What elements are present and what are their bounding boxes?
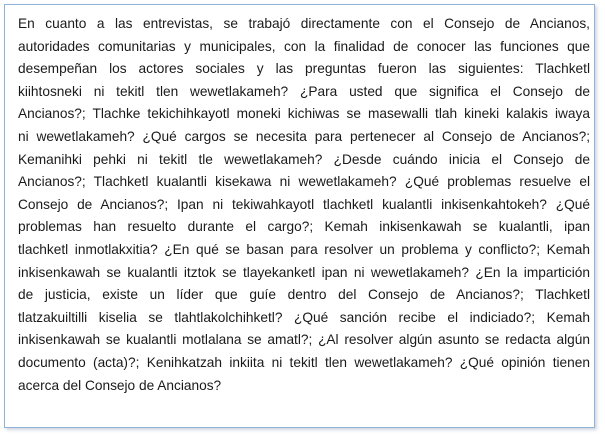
paragraph-line: kiihtosneki ni tekitl tlen wewetlakameh? ¿Para usted que significa el Consejo de (18, 83, 590, 99)
paragraph-line: En cuanto a las entrevistas, se trabajó directamente con el Consejo de Ancianos, (18, 16, 590, 31)
paragraph-line: Consejo de Ancianos?; Ipan ni tekiwahkayotl tlachketl kualantli inkisenkahtokeh? ¿Qué (18, 196, 590, 212)
paragraph-line: autoridades comunitarias y municipales, con la finalidad de conocer las funciones que (18, 38, 590, 54)
text-frame (4, 4, 595, 428)
paragraph-line: Ancianos?; Tlachketl kualantli kisekawa ni wewetlakameh? ¿Qué problemas resuelve el (18, 174, 590, 190)
paragraph-line: Ancianos?; Tlachke tekichihkayotl moneki kichiwas se masewalli tlah kineki kalakis iwaya (18, 106, 590, 122)
paragraph-line: tlatzakuiltilli kiselia se tlahtlakolchihketl? ¿Qué sanción recibe el indiciado?; Kemah (18, 309, 590, 325)
paragraph (18, 13, 590, 397)
paragraph-line: inkisenkawah se kualantli itztok se tlayekanketl ipan ni wewetlakameh? ¿En la impartición (18, 264, 590, 280)
paragraph-line: inkisenkawah se kualantli motlalana se amatl?; ¿Al resolver algún asunto se redacta algún (18, 332, 590, 348)
paragraph-line: documento (acta)?; Kenihkatzah inkiita ni tekitl tlen wewetlakameh? ¿Qué opinión tienen (18, 354, 590, 370)
paragraph-line: tlachketl inmotlakxitia? ¿En qué se basan para resolver un problema y conflicto?; Kemah (18, 241, 590, 257)
paragraph-line: de justicia, existe un líder que guíe dentro del Consejo de Ancianos?; Tlachketl (18, 287, 590, 303)
paragraph-line: Kemanihki pehki ni tekitl tle wewetlakameh? ¿Desde cuándo inicia el Consejo de (18, 151, 590, 167)
paragraph-line: acerca del Consejo de Ancianos? (18, 377, 222, 393)
paragraph-line: desempeñan los actores sociales y las preguntas fueron las siguientes: Tlachketl (18, 61, 590, 77)
paragraph-line: ni wewetlakameh? ¿Qué cargos se necesita para pertenecer al Consejo de Ancianos?; (18, 128, 590, 144)
paragraph-line: problemas han resuelto durante el cargo?; Kemah inkisenkawah se kualantli, ipan (18, 219, 590, 235)
